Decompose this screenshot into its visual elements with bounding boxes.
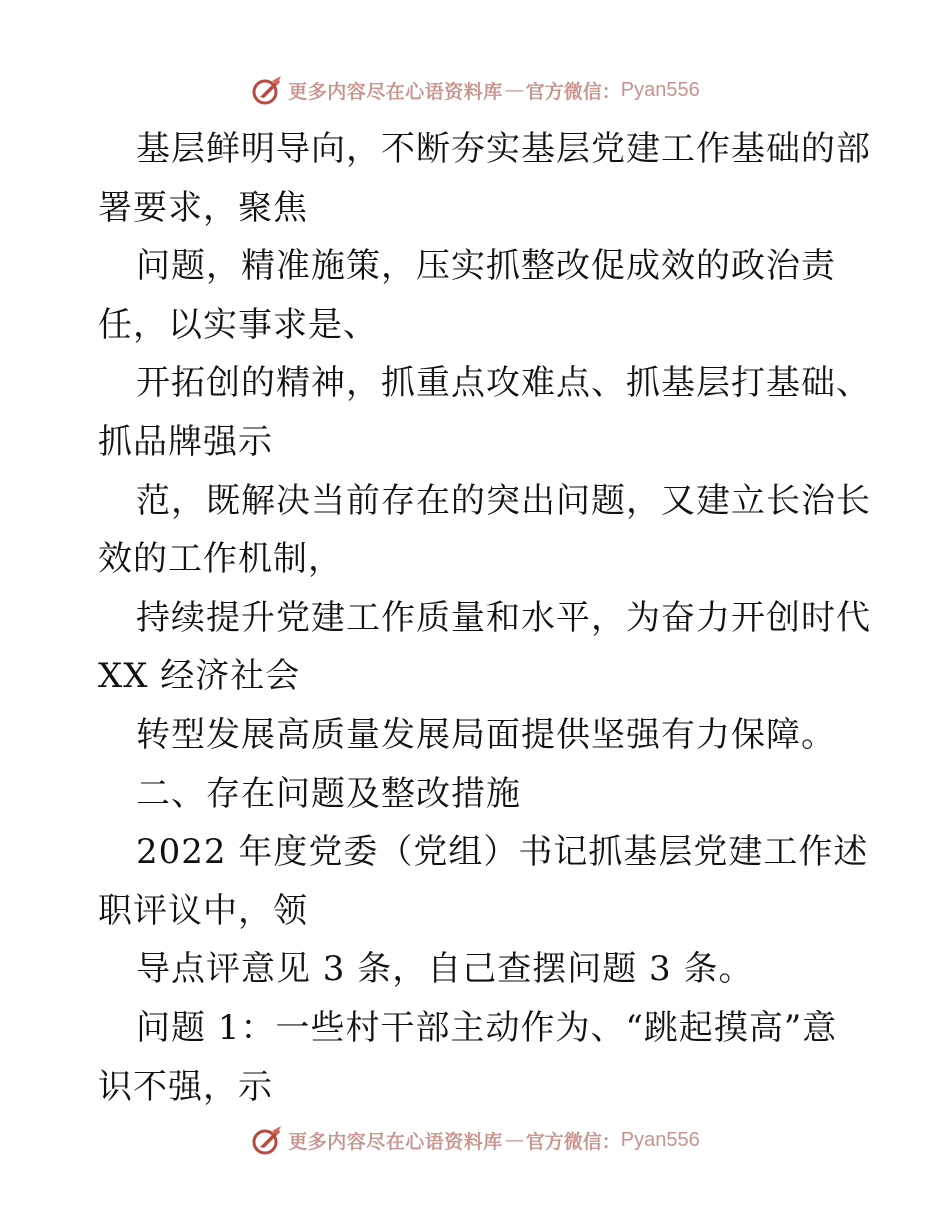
text-line: 二、存在问题及整改措施 xyxy=(136,773,521,814)
text-line: 效的工作机制， xyxy=(98,539,343,580)
text-line: 署要求，聚焦 xyxy=(98,187,308,228)
watermark-dash: — xyxy=(504,1129,524,1151)
text-line: 基层鲜明导向，不断夯实基层党建工作基础的部 xyxy=(136,129,871,169)
watermark-id: Pyan556 xyxy=(620,78,700,101)
watermark-label: 官方微信： xyxy=(525,80,621,103)
text-line: 问题，精准施策，压实抓整改促成效的政治责 xyxy=(136,246,836,287)
feather-logo-icon xyxy=(250,73,284,107)
text-line: 职评议中，领 xyxy=(98,890,308,931)
watermark-id: Pyan556 xyxy=(620,1128,700,1151)
text-line: 识不强，示 xyxy=(98,1066,273,1107)
text-line: XX 经济社会 xyxy=(98,656,301,697)
text-line: 开拓创的精神，抓重点攻难点、抓基层打基础、 xyxy=(136,363,871,404)
footer-watermark xyxy=(0,1120,950,1160)
text-line: 任，以实事求是、 xyxy=(98,304,378,345)
header-watermark xyxy=(0,70,950,110)
text-line: 问题 1：一些村干部主动作为、“跳起摸高”意 xyxy=(136,1007,838,1048)
text-line: 2022 年度党委（党组）书记抓基层党建工作述 xyxy=(136,832,869,873)
feather-logo-icon xyxy=(250,1123,284,1157)
watermark-text: 更多内容尽在心语资料库 xyxy=(288,1130,503,1153)
document-body xyxy=(98,120,871,1116)
text-line: 抓品牌强示 xyxy=(98,421,273,462)
text-line: 导点评意见 3 条，自己查摆问题 3 条。 xyxy=(136,949,754,990)
watermark-label: 官方微信： xyxy=(525,1130,621,1153)
text-line: 范，既解决当前存在的突出问题，又建立长治长 xyxy=(136,480,871,521)
watermark-dash: — xyxy=(504,79,524,101)
watermark-text: 更多内容尽在心语资料库 xyxy=(288,80,503,103)
text-line: 转型发展高质量发展局面提供坚强有力保障。 xyxy=(136,714,836,755)
text-line: 持续提升党建工作质量和水平，为奋力开创时代 xyxy=(136,597,871,638)
